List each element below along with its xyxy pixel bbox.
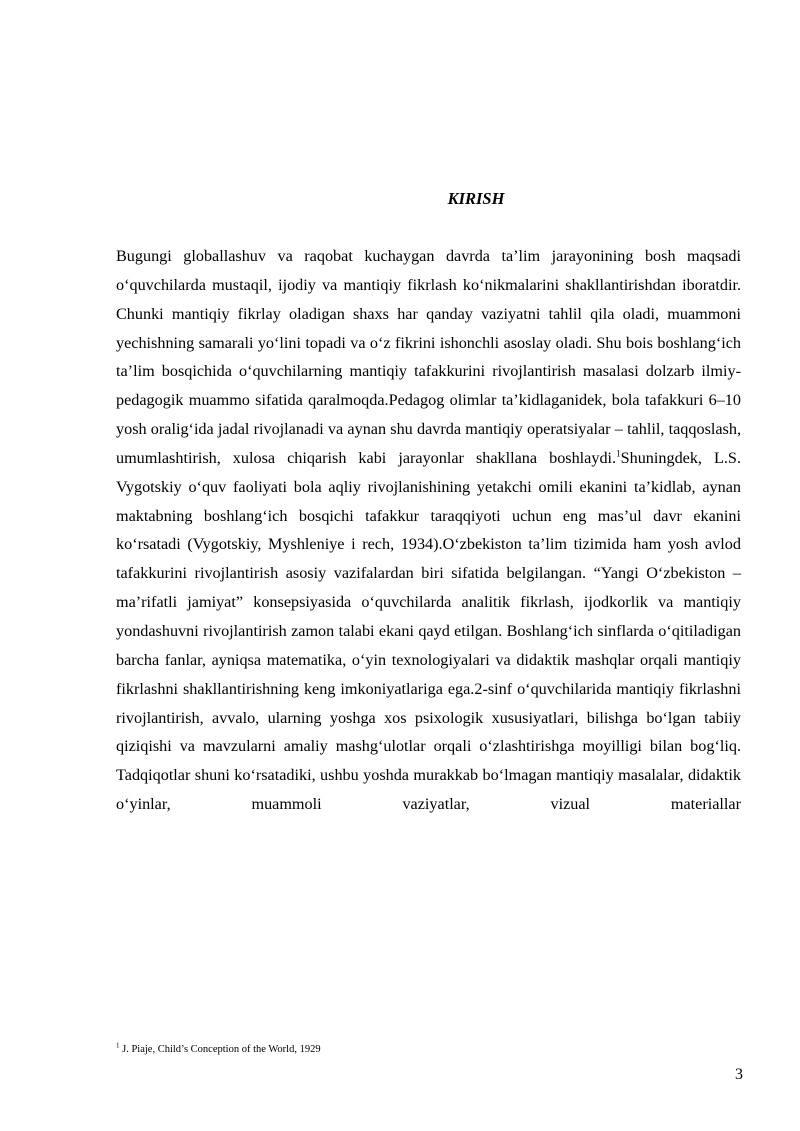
section-heading: KIRISH <box>447 189 505 208</box>
footnote-number: 1 <box>116 1041 120 1050</box>
body-paragraph <box>116 242 741 819</box>
body-text-part-1: Bugungi globallashuv va raqobat kuchaygan davrda ta’lim jarayonining bosh maqsadi o‘quvchilarda mustaqil, ijodiy va mantiqiy fikrlash ko‘nikmalarini shakllantirishdan iboratdir. Chunki mantiqiy fikrlay oladigan shaxs har qanday vaziyatni tahlil qila oladi, muammoni yechishning samarali yo‘lini topadi va o‘z fikrini ishonchli asoslay oladi. Shu bois boshlang‘ich ta’lim bosqichida o‘quvchilarning mantiqiy tafakkurini rivojlantirish masalasi dolzarb ilmiy-pedagogik muammo sifatida qaralmoqda.Pedagog olimlar ta’kidlaganidek, bola tafakkuri 6–10 yosh oralig‘ida jadal rivojlanadi va aynan shu davrda mantiqiy operatsiyalar – tahlil, taqqoslash, umumlashtirish, xulosa chiqarish kabi jarayonlar shakllana boshlaydi. <box>116 247 741 467</box>
footnote <box>116 1043 741 1057</box>
footnote-reference: 1 <box>616 448 621 459</box>
footnote-text: J. Piaje, Child’s Conception of the World, 1929 <box>119 1044 321 1055</box>
body-text-part-2: Shuningdek, L.S. Vygotskiy o‘quv faoliyati bola aqliy rivojlanishining yetakchi omili ekanini ta’kidlab, aynan maktabning boshlang‘ich bosqichi tafakkur taraqqiyoti uchun eng mas’ul davr ekanini ko‘rsatadi (Vygotskiy, Myshleniye i rech, 1934).O‘zbekiston ta’lim tizimida ham yosh avlod tafakkurini rivojlantirish asosiy vazifalardan biri sifatida belgilangan. “Yangi O‘zbekiston – ma’rifatli jamiyat” konsepsiyasida o‘quvchilarda analitik fikrlash, ijodkorlik va mantiqiy yondashuvni rivojlantirish zamon talabi ekani qayd etilgan. Boshlang‘ich sinflarda o‘qitiladigan barcha fanlar, ayniqsa matematika, o‘yin texnologiyalari va didaktik mashqlar orqali mantiqiy fikrlashni shakllantirishning keng imkoniyatlariga ega.2-sinf o‘quvchilarida mantiqiy fikrlashni rivojlantirish, avvalo, ularning yoshga xos psixologik xususiyatlari, bilishga bo‘lgan tabiiy qiziqishi va mavzularni amaliy mashg‘ulotlar orqali o‘zlashtirishga moyilligi bilan bog‘liq. Tadqiqotlar shuni ko‘rsatadiki, ushbu yoshda murakkab bo‘lmagan mantiqiy masalalar, didaktik o‘yinlar, muammoli vaziyatlar, vizual materiallar <box>116 448 741 814</box>
page-number: 3 <box>735 1066 743 1083</box>
